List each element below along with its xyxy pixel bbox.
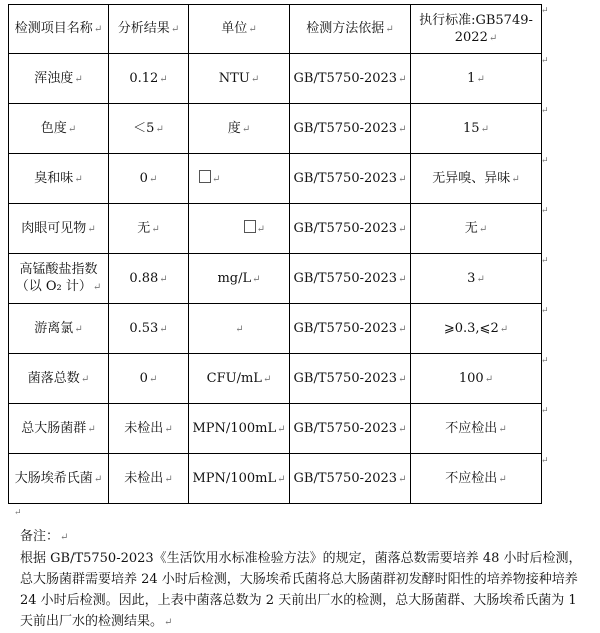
table-header-row [9, 5, 542, 54]
row-end-mark: ↵ [541, 306, 549, 316]
notes-text: 根据 GB/T5750-2023《生活饮用水标准检验方法》的规定，菌落总数需要培养 48 小时后检测，总大肠菌群需要培养 24 小时后检测，大肠埃希氏菌将总大肠菌群初发酵时阳性的培养物接种培养 24 小时后检测。因此，上表中菌落总数为 2 天前出厂水的检测，总大肠菌群、大肠埃希氏菌为 1 天前出厂水的检测结果。↵ [20, 551, 582, 629]
row-end-mark: ↵ [541, 356, 549, 366]
cell-standard: 不应检出↵ [411, 454, 542, 504]
table-row [9, 454, 542, 504]
row-end-mark: ↵ [541, 6, 549, 16]
cell-unit: ↵ [189, 304, 290, 354]
header-standard: 执行标准:GB5749-2022↵ [411, 5, 542, 54]
cell-standard: 无异嗅、异味↵ [411, 154, 542, 204]
cell-result: 0.12↵ [109, 54, 189, 104]
cell-result: 0↵ [109, 154, 189, 204]
header-unit: 单位↵ [189, 5, 290, 54]
cell-unit: ↵ [189, 154, 290, 204]
cell-standard: 3↵ [411, 254, 542, 304]
cell-standard: 1↵ [411, 54, 542, 104]
cell-item: 浑浊度↵ [9, 54, 109, 104]
row-end-mark: ↵ [541, 456, 549, 466]
water-quality-table [8, 4, 542, 504]
cell-item: 臭和味↵ [9, 154, 109, 204]
notes-section [20, 526, 590, 633]
row-end-mark: ↵ [541, 206, 549, 216]
cell-result: 未检出↵ [109, 404, 189, 454]
cell-item: 肉眼可见物↵ [9, 204, 109, 254]
header-result: 分析结果↵ [109, 5, 189, 54]
table-row [9, 354, 542, 404]
cell-standard: 无↵ [411, 204, 542, 254]
table-row [9, 104, 542, 154]
cell-unit: CFU/mL↵ [189, 354, 290, 404]
notes-label: 备注：↵ [20, 529, 69, 544]
cell-standard: ⩾0.3,⩽2↵ [411, 304, 542, 354]
table-row [9, 204, 542, 254]
cell-method: GB/T5750-2023↵ [290, 404, 411, 454]
header-item: 检测项目名称↵ [9, 5, 109, 54]
cell-unit: MPN/100mL↵ [189, 454, 290, 504]
cell-result: 0.88↵ [109, 254, 189, 304]
cell-unit: ↵ [189, 204, 290, 254]
cell-method: GB/T5750-2023↵ [290, 54, 411, 104]
cell-item: 菌落总数↵ [9, 354, 109, 404]
row-end-mark: ↵ [541, 406, 549, 416]
cell-standard: 15↵ [411, 104, 542, 154]
table-row [9, 304, 542, 354]
cell-method: GB/T5750-2023↵ [290, 254, 411, 304]
cell-unit: NTU↵ [189, 54, 290, 104]
cell-unit: 度↵ [189, 104, 290, 154]
table-row [9, 154, 542, 204]
cell-item: 大肠埃希氏菌↵ [9, 454, 109, 504]
empty-box-icon [199, 170, 211, 183]
cell-result: 0↵ [109, 354, 189, 404]
cell-method: GB/T5750-2023↵ [290, 154, 411, 204]
cell-item: 总大肠菌群↵ [9, 404, 109, 454]
row-end-mark: ↵ [541, 156, 549, 166]
cell-method: GB/T5750-2023↵ [290, 354, 411, 404]
table-row [9, 254, 542, 304]
cell-unit: MPN/100mL↵ [189, 404, 290, 454]
cell-result: 0.53↵ [109, 304, 189, 354]
row-end-mark: ↵ [541, 106, 549, 116]
row-end-mark: ↵ [541, 256, 549, 266]
table-row [9, 404, 542, 454]
header-method: 检测方法依据↵ [290, 5, 411, 54]
row-end-mark: ↵ [541, 56, 549, 66]
cell-result: 未检出↵ [109, 454, 189, 504]
cell-item: 高锰酸盐指数（以 O₂ 计）↵ [9, 254, 109, 304]
cell-method: GB/T5750-2023↵ [290, 204, 411, 254]
cell-method: GB/T5750-2023↵ [290, 104, 411, 154]
cell-standard: 不应检出↵ [411, 404, 542, 454]
cell-result: ＜5↵ [109, 104, 189, 154]
cell-method: GB/T5750-2023↵ [290, 304, 411, 354]
table-row [9, 54, 542, 104]
cell-item: 色度↵ [9, 104, 109, 154]
empty-box-icon [244, 220, 256, 233]
cell-method: GB/T5750-2023↵ [290, 454, 411, 504]
cell-item: 游离氯↵ [9, 304, 109, 354]
cell-result: 无↵ [109, 204, 189, 254]
cell-standard: 100↵ [411, 354, 542, 404]
cell-unit: mg/L↵ [189, 254, 290, 304]
paragraph-mark: ↵ [14, 508, 22, 518]
